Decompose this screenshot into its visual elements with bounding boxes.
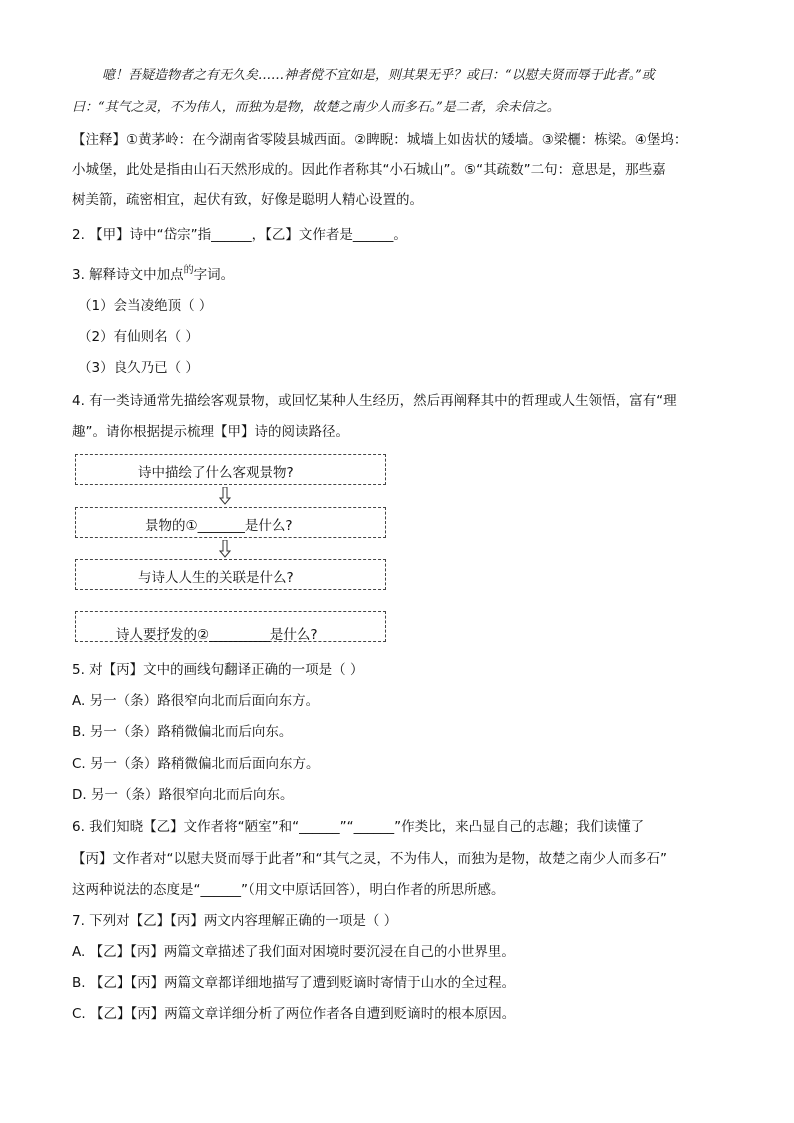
passage-line-1: 噫！吾疑造物者之有无久矣……神者傥不宜如是，则其果无乎？或曰：“以慰夫贤而辱于此者。”或 (102, 68, 655, 83)
question-5-option-c: C. 另一（条）路稍微偏北而后面向东方。 (72, 756, 320, 772)
question-5-option-d: D. 另一（条）路很窄向北而后向东。 (72, 787, 294, 803)
question-5-option-a: A. 另一（条）路很窄向北而后面向东方。 (72, 693, 320, 709)
question-4-line-2: 趣”。请你根据提示梳理【甲】诗的阅读路径。 (72, 424, 349, 440)
question-6-line-1: 6. 我们知晓【乙】文作者将“陋室”和“______”“______”作类比，来凸显自己的志趣；我们读懂了 (72, 819, 645, 835)
question-7-option-b: B. 【乙】【丙】两篇文章都详细地描写了遭到贬谪时寄情于山水的全过程。 (72, 975, 516, 991)
flow-arrow-2-icon (219, 540, 231, 558)
question-7: 7. 下列对【乙】【丙】两文内容理解正确的一项是（ ） (72, 913, 398, 929)
notes-line-3: 树美箭，疏密相宜，起伏有致，好像是聪明人精心设置的。 (72, 192, 423, 208)
flow-box-2 (75, 507, 386, 538)
flow-box-3-text: 与诗人人生的关联是什么? (138, 570, 294, 586)
question-3 (72, 262, 234, 284)
question-3-start: 3. 解释诗文中加点 (72, 267, 184, 283)
question-3-item-3: （3）良久乃已（ ） (78, 360, 199, 376)
flow-box-3 (75, 559, 386, 590)
question-2: 2. 【甲】诗中“岱宗”指______，【乙】文作者是______。 (72, 227, 407, 243)
notes-line-1: 【注释】①黄茅岭：在今湖南省零陵县城西面。②睥睨：城墙上如齿状的矮墙。③梁欐：栋梁。④堡坞： (72, 132, 688, 148)
passage-line-2: 曰：“其气之灵，不为伟人，而独为是物，故楚之南少人而多石。”是二者，余未信之。 (72, 100, 560, 115)
flow-box-4 (75, 611, 386, 642)
flow-box-1 (75, 454, 386, 485)
question-3-end: 字词。 (193, 267, 235, 283)
question-5: 5. 对【丙】文中的画线句翻译正确的一项是（ ） (72, 662, 364, 678)
flow-box-4-text: 诗人要抒发的②_________是什么? (116, 627, 318, 643)
question-3-item-2: （2）有仙则名（ ） (78, 329, 199, 345)
question-5-option-b: B. 另一（条）路稍微偏北而后向东。 (72, 724, 293, 740)
question-3-item-1: （1）会当凌绝顶（ ） (78, 298, 213, 314)
notes-line-2: 小城堡，此处是指由山石天然形成的。因此作者称其“小石城山”。⑤“其疏数”二句：意思是，那些嘉 (72, 162, 666, 178)
question-7-option-c: C. 【乙】【丙】两篇文章详细分析了两位作者各自遭到贬谪时的根本原因。 (72, 1006, 516, 1022)
question-6-line-2: 【丙】文作者对“以慰夫贤而辱于此者”和“其气之灵，不为伟人，而独为是物，故楚之南少人而多石” (72, 851, 667, 867)
question-4-line-1: 4. 有一类诗通常先描绘客观景物，或回忆某种人生经历，然后再阐释其中的哲理或人生领悟，富有“理 (72, 393, 677, 409)
flow-box-1-text: 诗中描绘了什么客观景物? (138, 465, 294, 481)
question-6-line-3: 这两种说法的态度是“______”（用文中原话回答），明白作者的所思所感。 (72, 882, 505, 898)
question-7-option-a: A. 【乙】【丙】两篇文章描述了我们面对困境时要沉浸在自己的小世界里。 (72, 944, 515, 960)
question-3-dot-char: 的 (183, 265, 194, 276)
flow-arrow-1-icon (219, 487, 231, 505)
flow-box-2-text: 景物的①_______是什么? (145, 518, 293, 534)
